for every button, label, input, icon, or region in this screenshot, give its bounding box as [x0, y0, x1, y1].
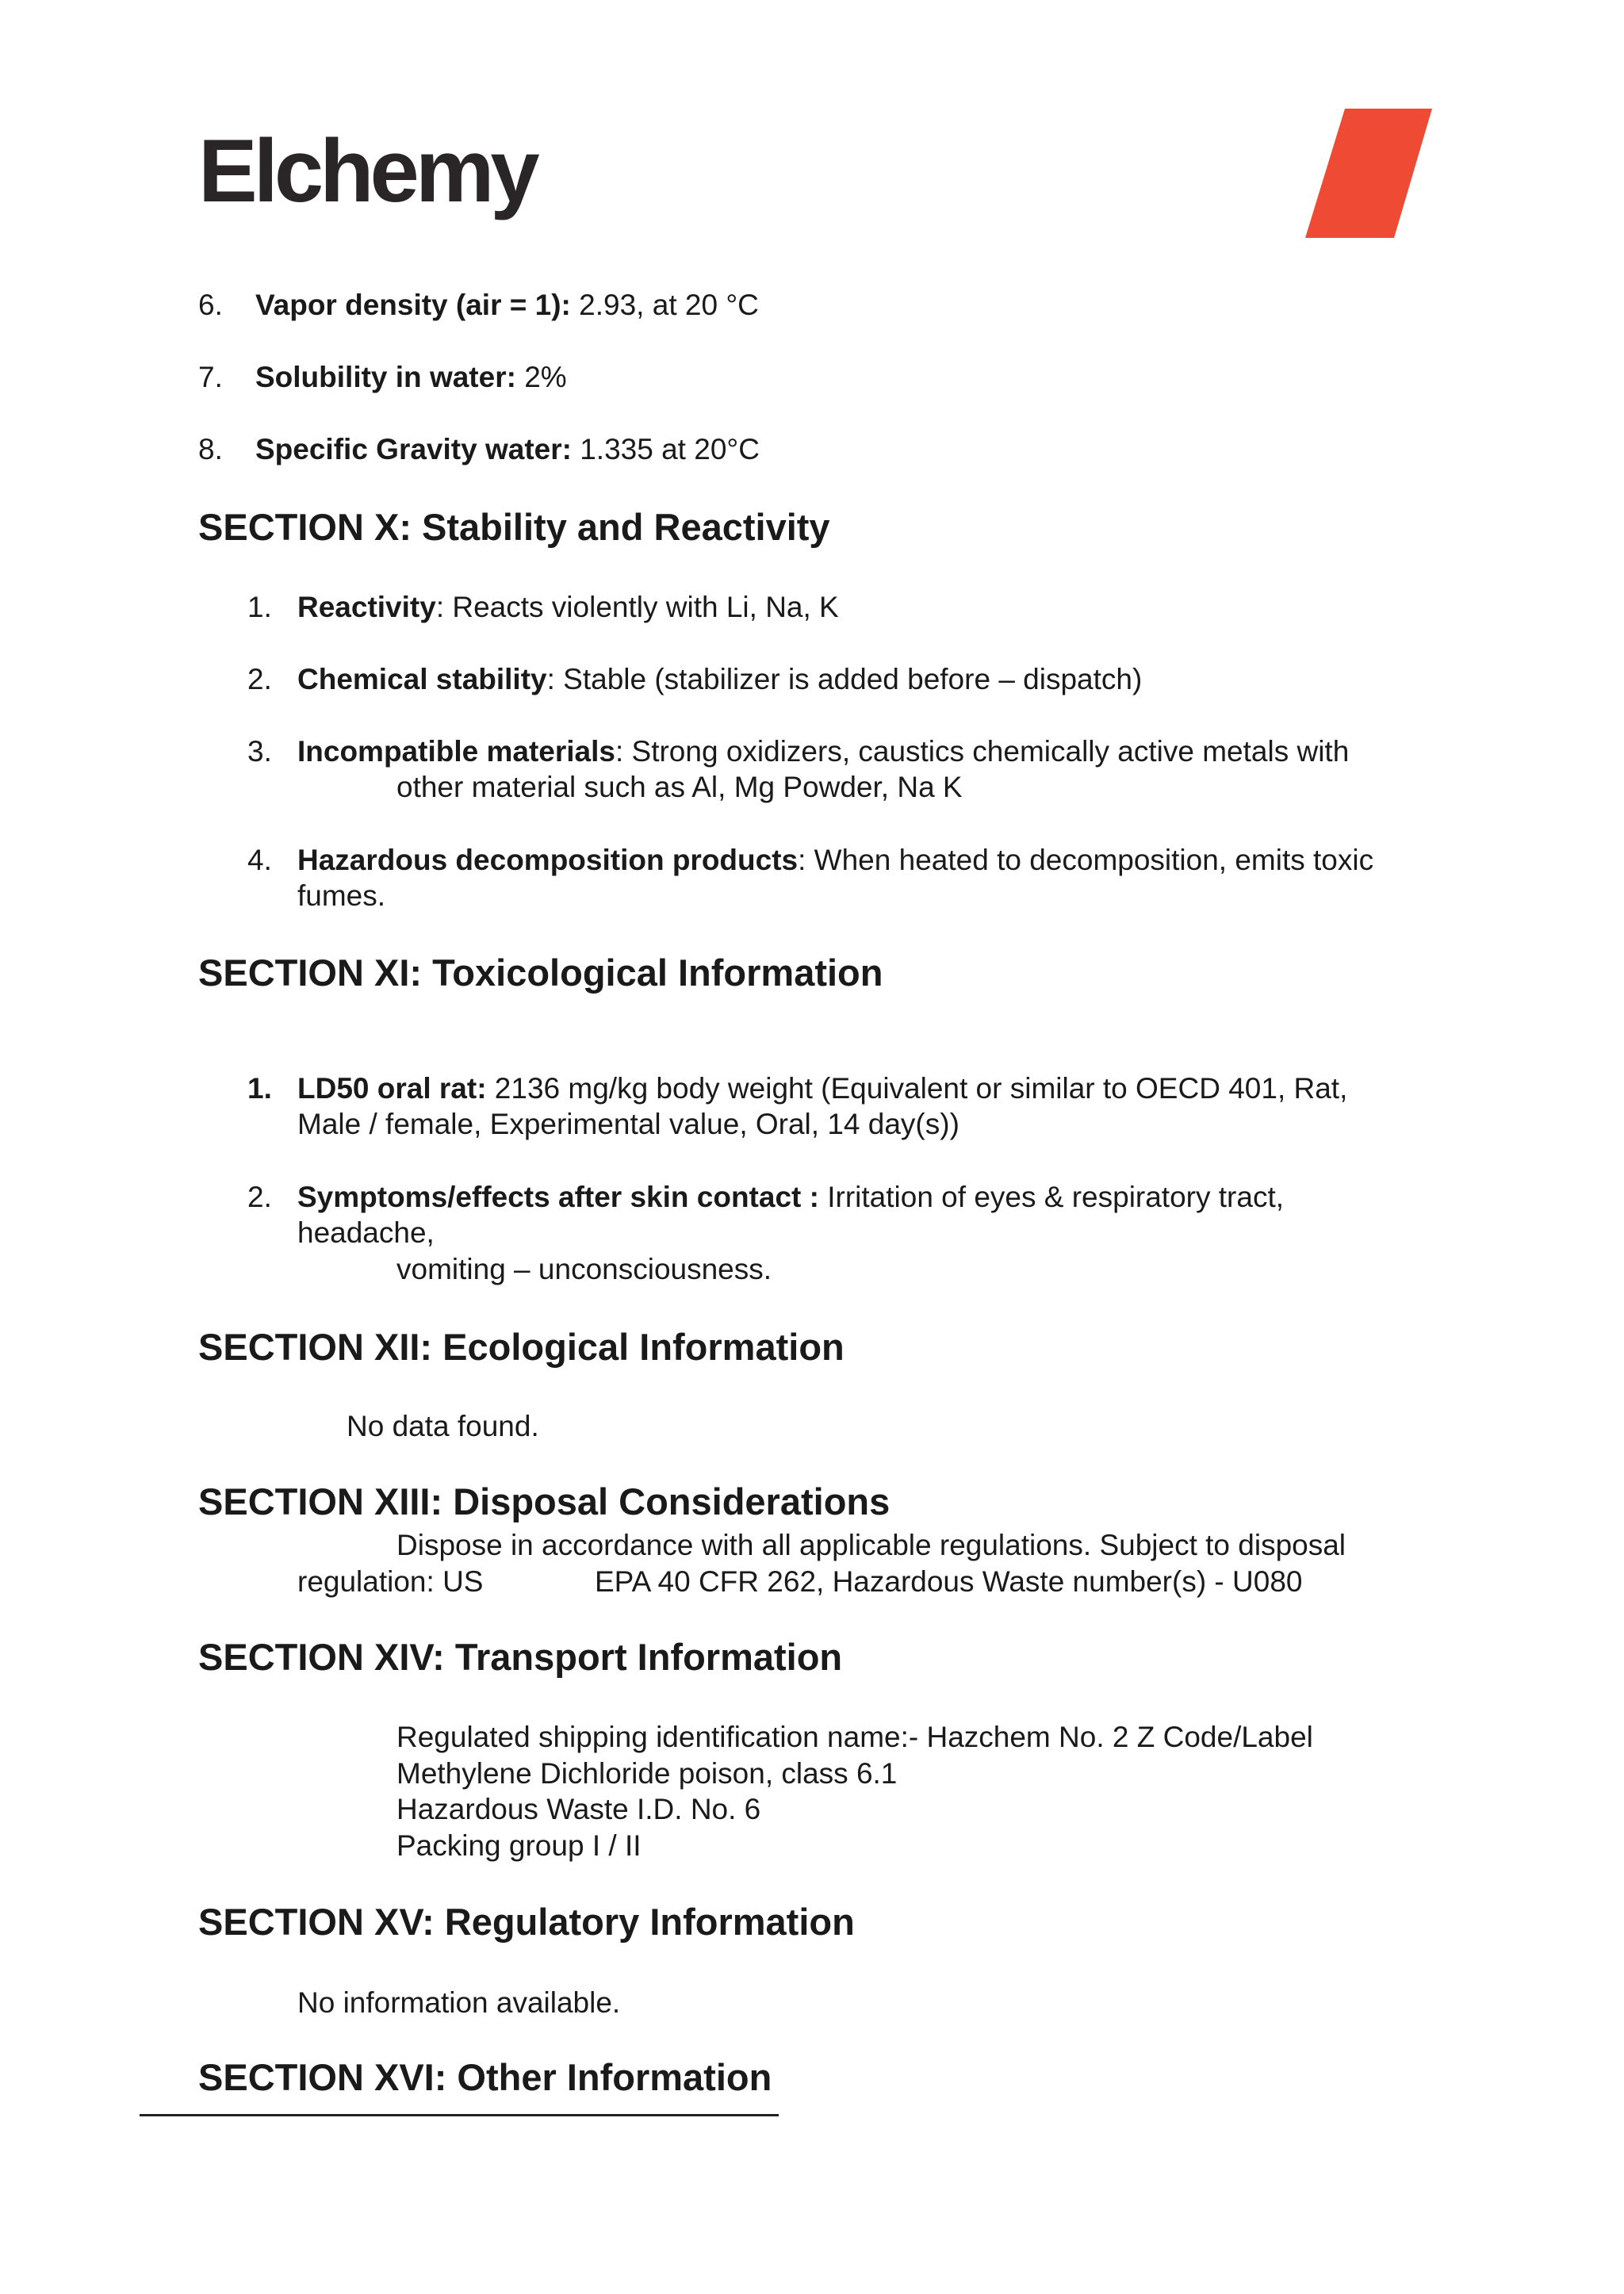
- transport-line: Methylene Dichloride poison, class 6.1: [396, 1757, 898, 1790]
- section-heading: SECTION XIII: Disposal Considerations: [198, 1480, 891, 1522]
- section-heading: SECTION X: Stability and Reactivity: [198, 506, 830, 548]
- item-label: Solubility in water:: [255, 361, 516, 393]
- item-value: : Strong oxidizers, caustics chemically active metals with: [615, 735, 1350, 768]
- footer-divider: [140, 2114, 779, 2116]
- item-label: Chemical stability: [297, 663, 547, 695]
- list-number: 6.: [198, 289, 223, 321]
- section-text: Dispose in accordance with all applicable regulations. Subject to disposal: [396, 1529, 1346, 1561]
- list-number: 3.: [247, 735, 272, 768]
- item-value: 2136 mg/kg body weight (Equivalent or similar to OECD 401, Rat,: [486, 1072, 1348, 1105]
- list-item: [297, 842, 1373, 879]
- list-number: 2.: [247, 663, 272, 695]
- section-text: regulation: US: [297, 1565, 484, 1598]
- item-value: : Reacts violently with Li, Na, K: [435, 591, 839, 623]
- list-number: 1.: [247, 591, 272, 623]
- item-continuation: Male / female, Experimental value, Oral, 14 day(s)): [297, 1108, 959, 1140]
- transport-line: Regulated shipping identification name:- Hazchem No. 2 Z Code/Label: [396, 1721, 1313, 1753]
- list-item: [297, 661, 1142, 698]
- item-label: Specific Gravity water:: [255, 433, 572, 465]
- item-label: Symptoms/effects after skin contact :: [297, 1181, 819, 1213]
- item-continuation: vomiting – unconsciousness.: [396, 1253, 772, 1285]
- section-text: No information available.: [297, 1986, 621, 2019]
- section-text: EPA 40 CFR 262, Hazardous Waste number(s) - U080: [595, 1565, 1303, 1598]
- item-value: : When heated to decomposition, emits toxic: [798, 844, 1374, 876]
- list-item: [255, 431, 760, 468]
- list-item: [297, 733, 1349, 770]
- list-item: [255, 359, 567, 396]
- list-item: [297, 589, 839, 626]
- list-number: 8.: [198, 433, 223, 465]
- list-item: [255, 287, 759, 324]
- section-heading: SECTION XI: Toxicological Information: [198, 952, 883, 994]
- item-continuation: headache,: [297, 1216, 435, 1249]
- item-value: 2.93, at 20 °C: [570, 289, 759, 321]
- section-heading: SECTION XIV: Transport Information: [198, 1636, 843, 1678]
- transport-line: Hazardous Waste I.D. No. 6: [396, 1793, 761, 1825]
- item-value: 1.335 at 20°C: [571, 433, 760, 465]
- section-heading: SECTION XII: Ecological Information: [198, 1326, 845, 1368]
- item-value: Irritation of eyes & respiratory tract,: [818, 1181, 1285, 1213]
- item-value: : Stable (stabilizer is added before – dispatch): [546, 663, 1143, 695]
- list-number: 2.: [247, 1181, 272, 1213]
- item-label: Reactivity: [297, 591, 436, 623]
- list-item: [297, 1179, 1284, 1216]
- item-label: Vapor density (air = 1):: [255, 289, 571, 321]
- brand-logo: Elchemy: [198, 121, 536, 220]
- list-number: 7.: [198, 361, 223, 393]
- list-item: [297, 1070, 1347, 1107]
- list-number: 4.: [247, 844, 272, 876]
- item-label: Hazardous decomposition products: [297, 844, 799, 876]
- item-value: 2%: [515, 361, 567, 393]
- section-heading: SECTION XVI: Other Information: [198, 2056, 772, 2098]
- item-label: LD50 oral rat:: [297, 1072, 487, 1105]
- item-continuation: fumes.: [297, 879, 386, 912]
- item-label: Incompatible materials: [297, 735, 615, 768]
- transport-line: Packing group I / II: [396, 1829, 642, 1862]
- item-continuation: other material such as Al, Mg Powder, Na K: [396, 771, 963, 803]
- list-number: 1.: [247, 1072, 272, 1105]
- section-text: No data found.: [347, 1410, 539, 1442]
- section-heading: SECTION XV: Regulatory Information: [198, 1901, 855, 1943]
- brand-accent-mark: [1305, 109, 1432, 238]
